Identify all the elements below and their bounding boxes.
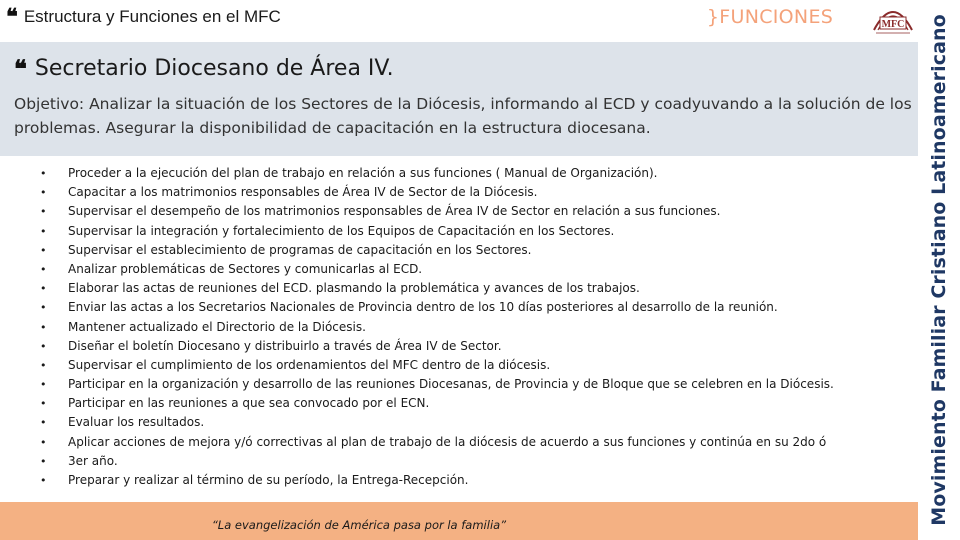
objective-text: Objetivo: Analizar la situación de los Sectores de la Diócesis, informando al ECD y coadyuvando a la solución de los problemas. Asegurar la disponibilidad de capacitación en la estructura diocesana. xyxy=(14,95,912,137)
bullet-dot-icon: • xyxy=(40,339,47,353)
list-item xyxy=(40,452,910,471)
list-item xyxy=(40,394,910,413)
bullet-dot-icon: • xyxy=(40,224,47,238)
list-item-text: Supervisar el establecimiento de programas de capacitación en los Sectores. xyxy=(68,242,532,257)
section-heading xyxy=(14,53,394,83)
list-item-text: Participar en la organización y desarrollo de las reuniones Diocesanas, de Provincia y de Bloque que se celebren en la Diócesis. xyxy=(68,377,834,392)
list-item xyxy=(40,164,910,183)
list-item-text: Enviar las actas a los Secretarios Nacionales de Provincia dentro de los 10 días posteriores al desarrollo de la reunión. xyxy=(68,300,778,315)
list-item-text: Analizar problemáticas de Sectores y comunicarlas al ECD. xyxy=(68,261,423,276)
bullet-dot-icon: • xyxy=(40,378,47,392)
list-item xyxy=(40,298,910,317)
list-item-text: Preparar y realizar al término de su período, la Entrega-Recepción. xyxy=(68,473,469,487)
bullet-dot-icon: • xyxy=(40,474,47,487)
logo-text: MFC xyxy=(881,19,905,30)
list-item xyxy=(40,318,910,337)
list-item-text: Supervisar el cumplimiento de los ordenamientos del MFC dentro de la diócesis. xyxy=(68,357,551,372)
list-item xyxy=(40,375,910,394)
bullet-dot-icon: • xyxy=(40,186,47,200)
list-item-text: Supervisar el desempeño de los matrimonios responsables de Área IV de Sector en relación a sus funciones. xyxy=(68,204,721,219)
slide-title: Estructura y Funciones en el MFC xyxy=(23,7,281,26)
functions-list xyxy=(40,164,910,490)
side-label: Movimiento Familiar Cristiano Latinoamericano xyxy=(928,14,950,526)
list-item-text: Proceder a la ejecución del plan de trabajo en relación a sus funciones ( Manual de Organización). xyxy=(68,166,658,180)
list-item-text: Evaluar los resultados. xyxy=(68,415,205,430)
bullet-dot-icon: • xyxy=(40,435,47,449)
bullet-dot-icon: • xyxy=(40,416,47,430)
bullet-dot-icon: • xyxy=(40,358,47,372)
list-item-text: Mantener actualizado el Directorio de la Diócesis. xyxy=(68,319,366,334)
list-item xyxy=(40,183,910,202)
list-item xyxy=(40,202,910,221)
list-item-text: Aplicar acciones de mejora y/ó correctivas al plan de trabajo de la diócesis de acuerdo a sus funciones y continúa en su 2do ó xyxy=(68,434,827,449)
list-item-text: Supervisar la integración y fortalecimiento de los Equipos de Capacitación en los Sectores. xyxy=(68,223,615,238)
bullet-dot-icon: • xyxy=(40,282,47,296)
list-item-text: 3er año. xyxy=(68,453,118,468)
list-item xyxy=(40,337,910,356)
bullet-dot-icon: • xyxy=(40,205,47,219)
list-item-text: Capacitar a los matrimonios responsables de Área IV de Sector de la Diócesis. xyxy=(68,185,538,200)
bullet-dot-icon: • xyxy=(40,167,47,180)
footer-quote: “La evangelización de América pasa por la familia” xyxy=(211,518,507,532)
list-item-text: Diseñar el boletín Diocesano y distribuirlo a través de Área IV de Sector. xyxy=(68,338,502,353)
bullet-dot-icon: • xyxy=(40,454,47,468)
list-item xyxy=(40,241,910,260)
quote-bullet-icon: ❝ xyxy=(6,4,18,30)
list-item-text: Elaborar las actas de reuniones del ECD. plasmando la problemática y avances de los trabajos. xyxy=(68,281,640,296)
bullet-dot-icon: • xyxy=(40,262,47,276)
list-item xyxy=(40,222,910,241)
bullet-dot-icon: • xyxy=(40,301,47,315)
quote-bullet-icon: ❝ xyxy=(14,53,27,83)
list-item-text: Participar en las reuniones a que sea convocado por el ECN. xyxy=(68,396,430,411)
list-item xyxy=(40,413,910,432)
mfc-logo xyxy=(868,0,918,38)
section-heading-text: Secretario Diocesano de Área IV. xyxy=(34,56,394,81)
list-item xyxy=(40,260,910,279)
list-item xyxy=(40,471,910,490)
bullet-dot-icon: • xyxy=(40,243,47,257)
bullet-dot-icon: • xyxy=(40,397,47,411)
list-item xyxy=(40,356,910,375)
section-tag: }FUNCIONES xyxy=(685,0,855,34)
slide-header xyxy=(6,6,281,28)
list-item xyxy=(40,433,910,452)
list-item xyxy=(40,279,910,298)
bullet-dot-icon: • xyxy=(40,320,47,334)
